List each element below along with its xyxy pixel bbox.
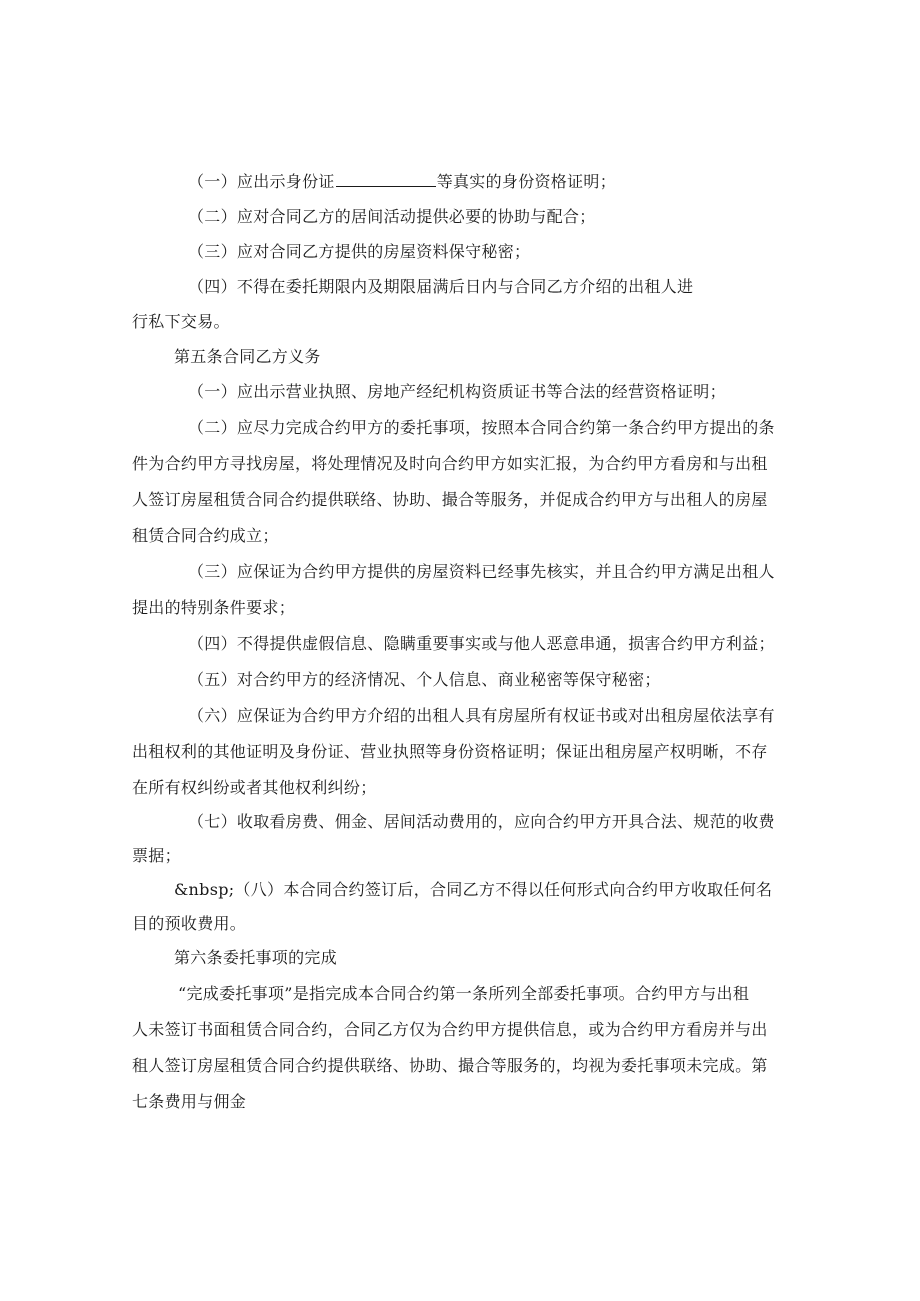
clause-line: 票据； <box>132 846 181 865</box>
clause-line: （六）应保证为合约甲方介绍的出租人具有房屋所有权证书或对出租房屋依法享有 <box>188 706 775 725</box>
clause-line: 在所有权纠纷或者其他权利纠纷； <box>132 778 377 797</box>
clause-line: （五）对合约甲方的经济情况、个人信息、商业秘密等保守秘密； <box>188 670 661 689</box>
clause-line <box>188 172 616 192</box>
clause-line: 件为合约甲方寻找房屋，将处理情况及时向合约甲方如实汇报，为合约甲方看房和与出租 <box>132 454 768 473</box>
clause-line: （四）不得提供虚假信息、隐瞒重要事实或与他人恶意串通，损害合约甲方利益； <box>188 634 775 653</box>
clause-line: 行私下交易。 <box>132 312 230 331</box>
clause-line: （三）应对合同乙方提供的房屋资料保守秘密； <box>188 242 531 261</box>
clause-line: （四）不得在委托期限内及期限届满后日内与合同乙方介绍的出租人进 <box>188 277 694 296</box>
clause-line: 租赁合同合约成立； <box>132 526 279 545</box>
clause-line: 出租权利的其他证明及身份证、营业执照等身份资格证明；保证出租房屋产权明晰，不存 <box>132 742 768 761</box>
clause-line: “完成委托事项”是指完成本合同合约第一条所列全部委托事项。合约甲方与出租 <box>178 984 750 1003</box>
clause-line: （三）应保证为合约甲方提供的房屋资料已经事先核实，并且合约甲方满足出租人 <box>188 562 775 581</box>
clause-line: 目的预收费用。 <box>132 914 247 933</box>
section-heading: 七条费用与佣金 <box>132 1092 247 1111</box>
clause-line: 租人签订房屋租赁合同合约提供联络、协助、撮合等服务的，均视为委托事项未完成。第 <box>132 1056 768 1075</box>
clause-line: 提出的特别条件要求； <box>132 598 296 617</box>
section-heading: 第六条委托事项的完成 <box>174 948 338 967</box>
clause-line: &nbsp;（八）本合同合约签订后，合同乙方不得以任何形式向合约甲方收取任何名 <box>174 880 773 899</box>
clause-line: （七）收取看房费、佣金、居间活动费用的，应向合约甲方开具合法、规范的收费 <box>188 812 775 831</box>
clause-line: （二）应尽力完成合约甲方的委托事项，按照本合同合约第一条合约甲方提出的条 <box>188 418 775 437</box>
clause-line: 人签订房屋租赁合同合约提供联络、协助、撮合等服务，并促成合约甲方与出租人的房屋 <box>132 490 768 509</box>
clause-text: 等真实的身份资格证明； <box>436 172 617 191</box>
clause-line: 人未签订书面租赁合同合约，合同乙方仅为合约甲方提供信息，或为合约甲方看房并与出 <box>132 1020 768 1039</box>
fill-in-blank <box>336 172 436 187</box>
clause-text: （一）应出示身份证 <box>188 172 335 191</box>
section-heading: 第五条合同乙方义务 <box>174 347 321 366</box>
clause-line: （一）应出示营业执照、房地产经纪机构资质证书等合法的经营资格证明； <box>188 382 726 401</box>
clause-line: （二）应对合同乙方的居间活动提供必要的协助与配合； <box>188 207 596 226</box>
